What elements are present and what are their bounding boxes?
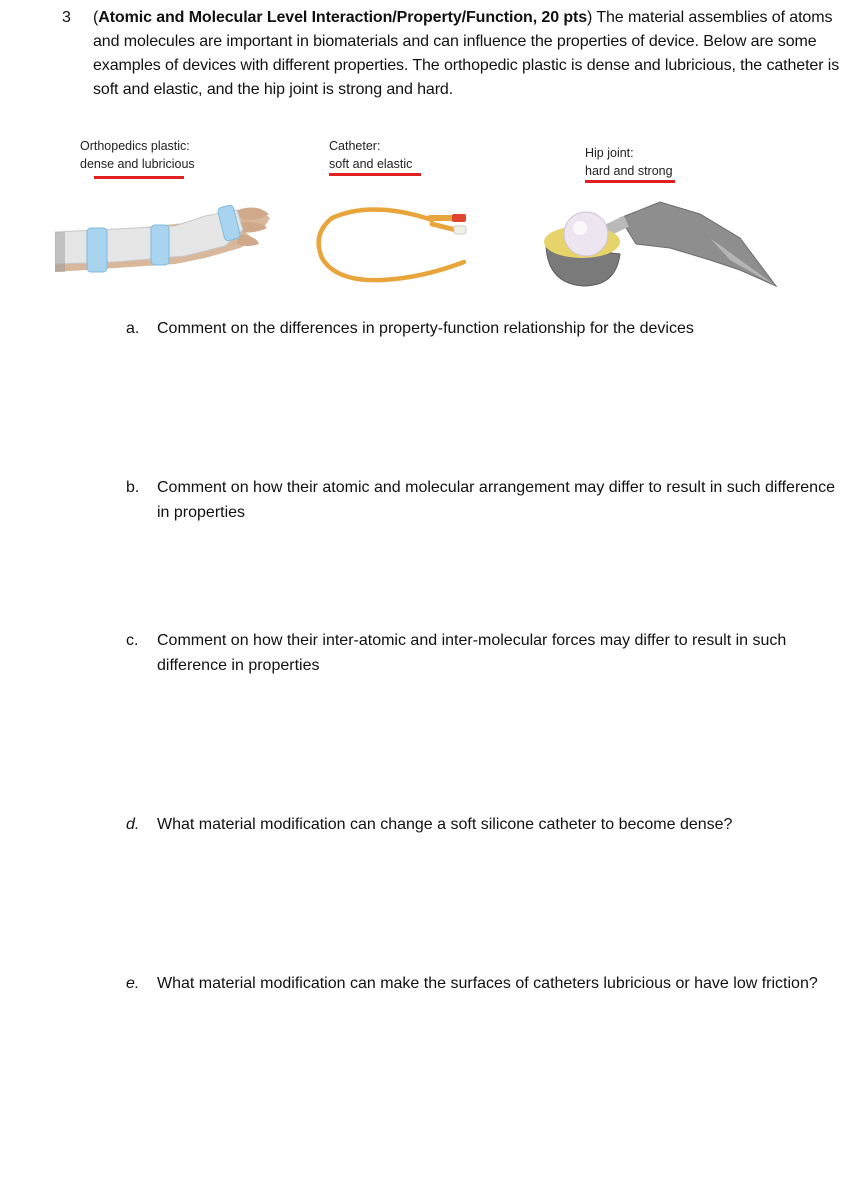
- device-property: soft and elastic: [329, 157, 413, 171]
- subquestion-c: [126, 628, 846, 678]
- red-underline: [585, 180, 675, 183]
- subquestion-letter: c.: [126, 632, 139, 649]
- subquestion-letter: a.: [126, 320, 140, 337]
- subquestion-letter: e.: [126, 975, 140, 992]
- subquestion-text: Comment on how their atomic and molecular arrangement may differ to result in such difference in properties: [157, 479, 835, 521]
- subquestion-text: Comment on how their inter-atomic and inter-molecular forces may differ to result in such difference in properties: [157, 632, 787, 674]
- device-name: Hip joint:: [585, 146, 634, 160]
- device-label-orthopedics: [80, 137, 195, 179]
- subquestion-text: What material modification can make the surfaces of catheters lubricious or have low friction?: [157, 975, 818, 992]
- red-underline: [329, 173, 421, 176]
- red-underline: [94, 176, 184, 179]
- subquestion-text: What material modification can change a soft silicone catheter to become dense?: [157, 816, 733, 833]
- question-title: Atomic and Molecular Level Interaction/Property/Function, 20 pts: [98, 9, 588, 26]
- device-name: Orthopedics plastic:: [80, 139, 190, 153]
- title-open-paren: (: [93, 9, 99, 26]
- hip-implant-image: [540, 198, 780, 292]
- title-close-paren: ): [587, 9, 593, 26]
- subquestion-b: [126, 475, 846, 525]
- subquestion-d: [126, 812, 846, 837]
- question-intro-text: The material assemblies of atoms and molecules are important in biomaterials and can influence the properties of device. Below are some examples of devices with different properties. The orthopedic plastic is dense and lubricious, the catheter is soft and elastic, and the hip joint is strong and hard.: [93, 9, 840, 98]
- subquestion-letter: d.: [126, 816, 140, 833]
- subquestion-e: [126, 971, 846, 996]
- device-label-hip-joint: [585, 144, 675, 183]
- device-name: Catheter:: [329, 139, 381, 153]
- catheter-image: [312, 200, 472, 286]
- question-intro: [93, 6, 845, 102]
- subquestion-a: [126, 316, 846, 341]
- subquestion-text: Comment on the differences in property-function relationship for the devices: [157, 320, 694, 337]
- question-number: 3: [62, 9, 71, 26]
- wrist-brace-image: [55, 192, 275, 276]
- device-property: dense and lubricious: [80, 157, 195, 171]
- subquestion-letter: b.: [126, 479, 140, 496]
- device-property: hard and strong: [585, 164, 673, 178]
- device-label-catheter: [329, 137, 421, 176]
